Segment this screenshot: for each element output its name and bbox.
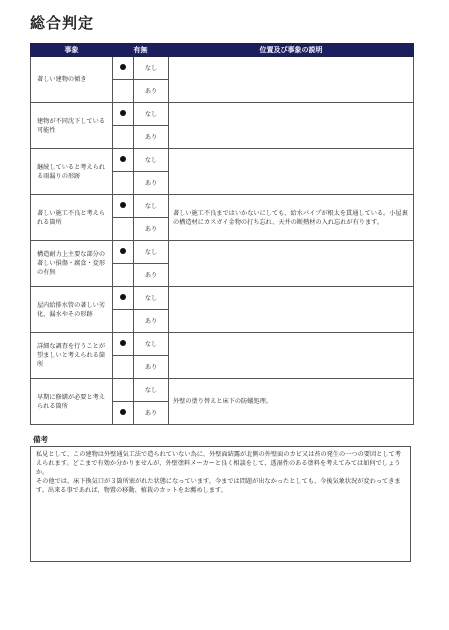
table-row [31,241,414,264]
selected-dot-icon [120,202,126,208]
description-cell [169,103,414,149]
option-none-label: なし [134,241,169,264]
item-label: 詳細な調査を行うことが望ましいと考えられる箇所 [31,333,113,379]
option-present-label: あり [134,172,169,195]
selected-dot-icon [120,340,126,346]
selected-dot-icon [120,409,126,415]
option-none-label: なし [134,57,169,80]
description-cell: 著しい施工不良まではいかないにしても、給水パイプが根太を貫通している。小屋裏の構造材にカスガイ金物の打ち忘れ、天井の断熱材の入れ忘れが有ります。 [169,195,414,241]
radio-present [113,402,134,425]
option-none-label: なし [134,379,169,402]
table-row [31,333,414,356]
radio-none [113,333,134,356]
remarks-title: 備考 [33,435,48,444]
option-present-label: あり [134,356,169,379]
radio-none [113,379,134,402]
option-present-label: あり [134,80,169,103]
description-cell [169,241,414,287]
table-row [31,379,414,402]
radio-none [113,57,134,80]
item-label: 構造耐力上主要な部分の著しい損傷・腐食・変形の有無 [31,241,113,287]
table-row [31,103,414,126]
option-present-label: あり [134,402,169,425]
option-present-label: あり [134,126,169,149]
table-row [31,287,414,310]
selected-dot-icon [120,294,126,300]
item-label: 早期に修繕が必要と考えられる箇所 [31,379,113,425]
table-row [31,195,414,218]
radio-none [113,195,134,218]
radio-present [113,310,134,333]
page-title: 総合判定 [30,14,95,32]
description-cell [169,57,414,103]
table-row [31,149,414,172]
item-label: 継続していると考えられる雨漏りの形跡 [31,149,113,195]
radio-present [113,172,134,195]
selected-dot-icon [120,156,126,162]
header-item: 事象 [31,44,113,57]
option-none-label: なし [134,333,169,356]
description-cell [169,149,414,195]
option-none-label: なし [134,149,169,172]
header-presence: 有無 [113,44,169,57]
option-none-label: なし [134,103,169,126]
description-cell [169,333,414,379]
radio-none [113,287,134,310]
radio-present [113,356,134,379]
header-description: 位置及び事象の説明 [169,44,414,57]
item-label: 建物が不同沈下している可能性 [31,103,113,149]
remarks-text: 私見として、この建物は外壁通気工法で造られていない為に、外壁面結露が北側の外壁面のカビ又は苔の発生の一つの要因として考えられます。どこまで有効か分かりませんが、外壁塗料メーカーと良く相談をして、透湿性のある塗料を考えてみては如何でしょうか。 その他では、床下換気口が３箇所塞がれた状態になっています。今までは問題が出なかったとしても、今後気象状況が変わってきます。出来る事であれば、物置の移動、植栽のカットをお薦めします。 [30,446,411,562]
radio-present [113,80,134,103]
table-row [31,57,414,80]
item-label: 著しい施工不良と考えられる箇所 [31,195,113,241]
description-cell [169,287,414,333]
selected-dot-icon [120,64,126,70]
option-present-label: あり [134,264,169,287]
option-present-label: あり [134,310,169,333]
selected-dot-icon [120,110,126,116]
selected-dot-icon [120,248,126,254]
radio-present [113,218,134,241]
radio-present [113,126,134,149]
description-cell: 外壁の塗り替えと床下の防蟻処理。 [169,379,414,425]
option-present-label: あり [134,218,169,241]
judgement-table [30,43,414,425]
radio-none [113,241,134,264]
option-none-label: なし [134,287,169,310]
item-label: 屋内給排水管の著しい劣化、漏水やその形跡 [31,287,113,333]
option-none-label: なし [134,195,169,218]
radio-none [113,149,134,172]
radio-none [113,103,134,126]
radio-present [113,264,134,287]
item-label: 著しい建物の傾き [31,57,113,103]
